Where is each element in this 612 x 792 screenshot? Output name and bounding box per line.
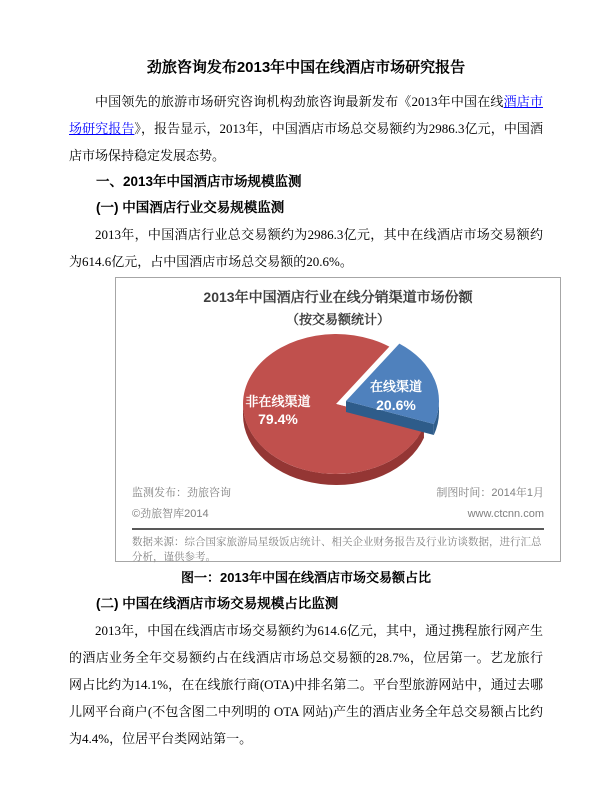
section1-sub2-heading: (二) 中国在线酒店市场交易规模占比监测 [96, 596, 339, 611]
intro-text-after-link: 》，报告显示，2013年，中国酒店市场总交易额约为2986.3亿元，中国酒店市场保持稳定发展态势。 [69, 121, 543, 163]
section1-sub1-heading: (一) 中国酒店行业交易规模监测 [96, 200, 285, 215]
chart-time: 制图时间：2014年1月 [436, 487, 544, 499]
svg-text:在线渠道: 在线渠道 [369, 379, 423, 394]
chart-meta-row-1 [116, 483, 560, 504]
svg-text:非在线渠道: 非在线渠道 [245, 394, 311, 409]
chart-subtitle: （按交易额统计） [285, 312, 390, 327]
figure-chart-box [115, 277, 561, 562]
chart-meta [116, 483, 560, 525]
chart-copyright: ©劲旅智库2014 [132, 508, 209, 520]
sub1-paragraph: 2013年，中国酒店行业总交易额约为2986.3亿元，其中在线酒店市场交易额约为614.6亿元，占中国酒店市场总交易额的20.6%。 [69, 227, 543, 269]
pie-chart [116, 329, 560, 489]
chart-publisher: 监测发布：劲旅咨询 [132, 487, 231, 499]
page-title: 劲旅咨询发布2013年中国在线酒店市场研究报告 [146, 59, 466, 76]
chart-title: 2013年中国酒店行业在线分销渠道市场份额 [203, 289, 473, 305]
intro-text-before-link: 中国领先的旅游市场研究咨询机构劲旅咨询最新发布《2013年中国在线 [95, 94, 504, 109]
chart-meta-row-2 [116, 504, 560, 525]
report-hyperlink[interactable]: 酒店市场研究报告 [69, 94, 543, 136]
figure-caption: 图一：2013年中国在线酒店市场交易额占比 [181, 570, 431, 585]
chart-source-note: 数据来源：综合国家旅游局星级饭店统计、相关企业财务报告及行业访谈数据，进行汇总分析，谨供参考。 [132, 536, 542, 563]
chart-website: www.ctcnn.com [467, 508, 544, 520]
svg-text:20.6%: 20.6% [376, 397, 416, 413]
sub2-paragraph: 2013年，中国在线酒店市场交易额约为614.6亿元，其中，通过携程旅行网产生的酒店业务全年交易额约占在线酒店市场总交易额的28.7%，位居第一。艺龙旅行网占比约为14.1%，在在线旅行商(OTA)中排名第二。平台型旅游网站中，通过去哪儿网平台商户(不包含图二中列明的 OTA 网站)产生的酒店业务全年总交易额占比约为4.4%，位居平台类网站第一。 [69, 623, 543, 746]
section1-heading: 一、2013年中国酒店市场规模监测 [96, 174, 302, 189]
intro-paragraph [69, 88, 543, 169]
svg-text:79.4%: 79.4% [258, 411, 298, 427]
